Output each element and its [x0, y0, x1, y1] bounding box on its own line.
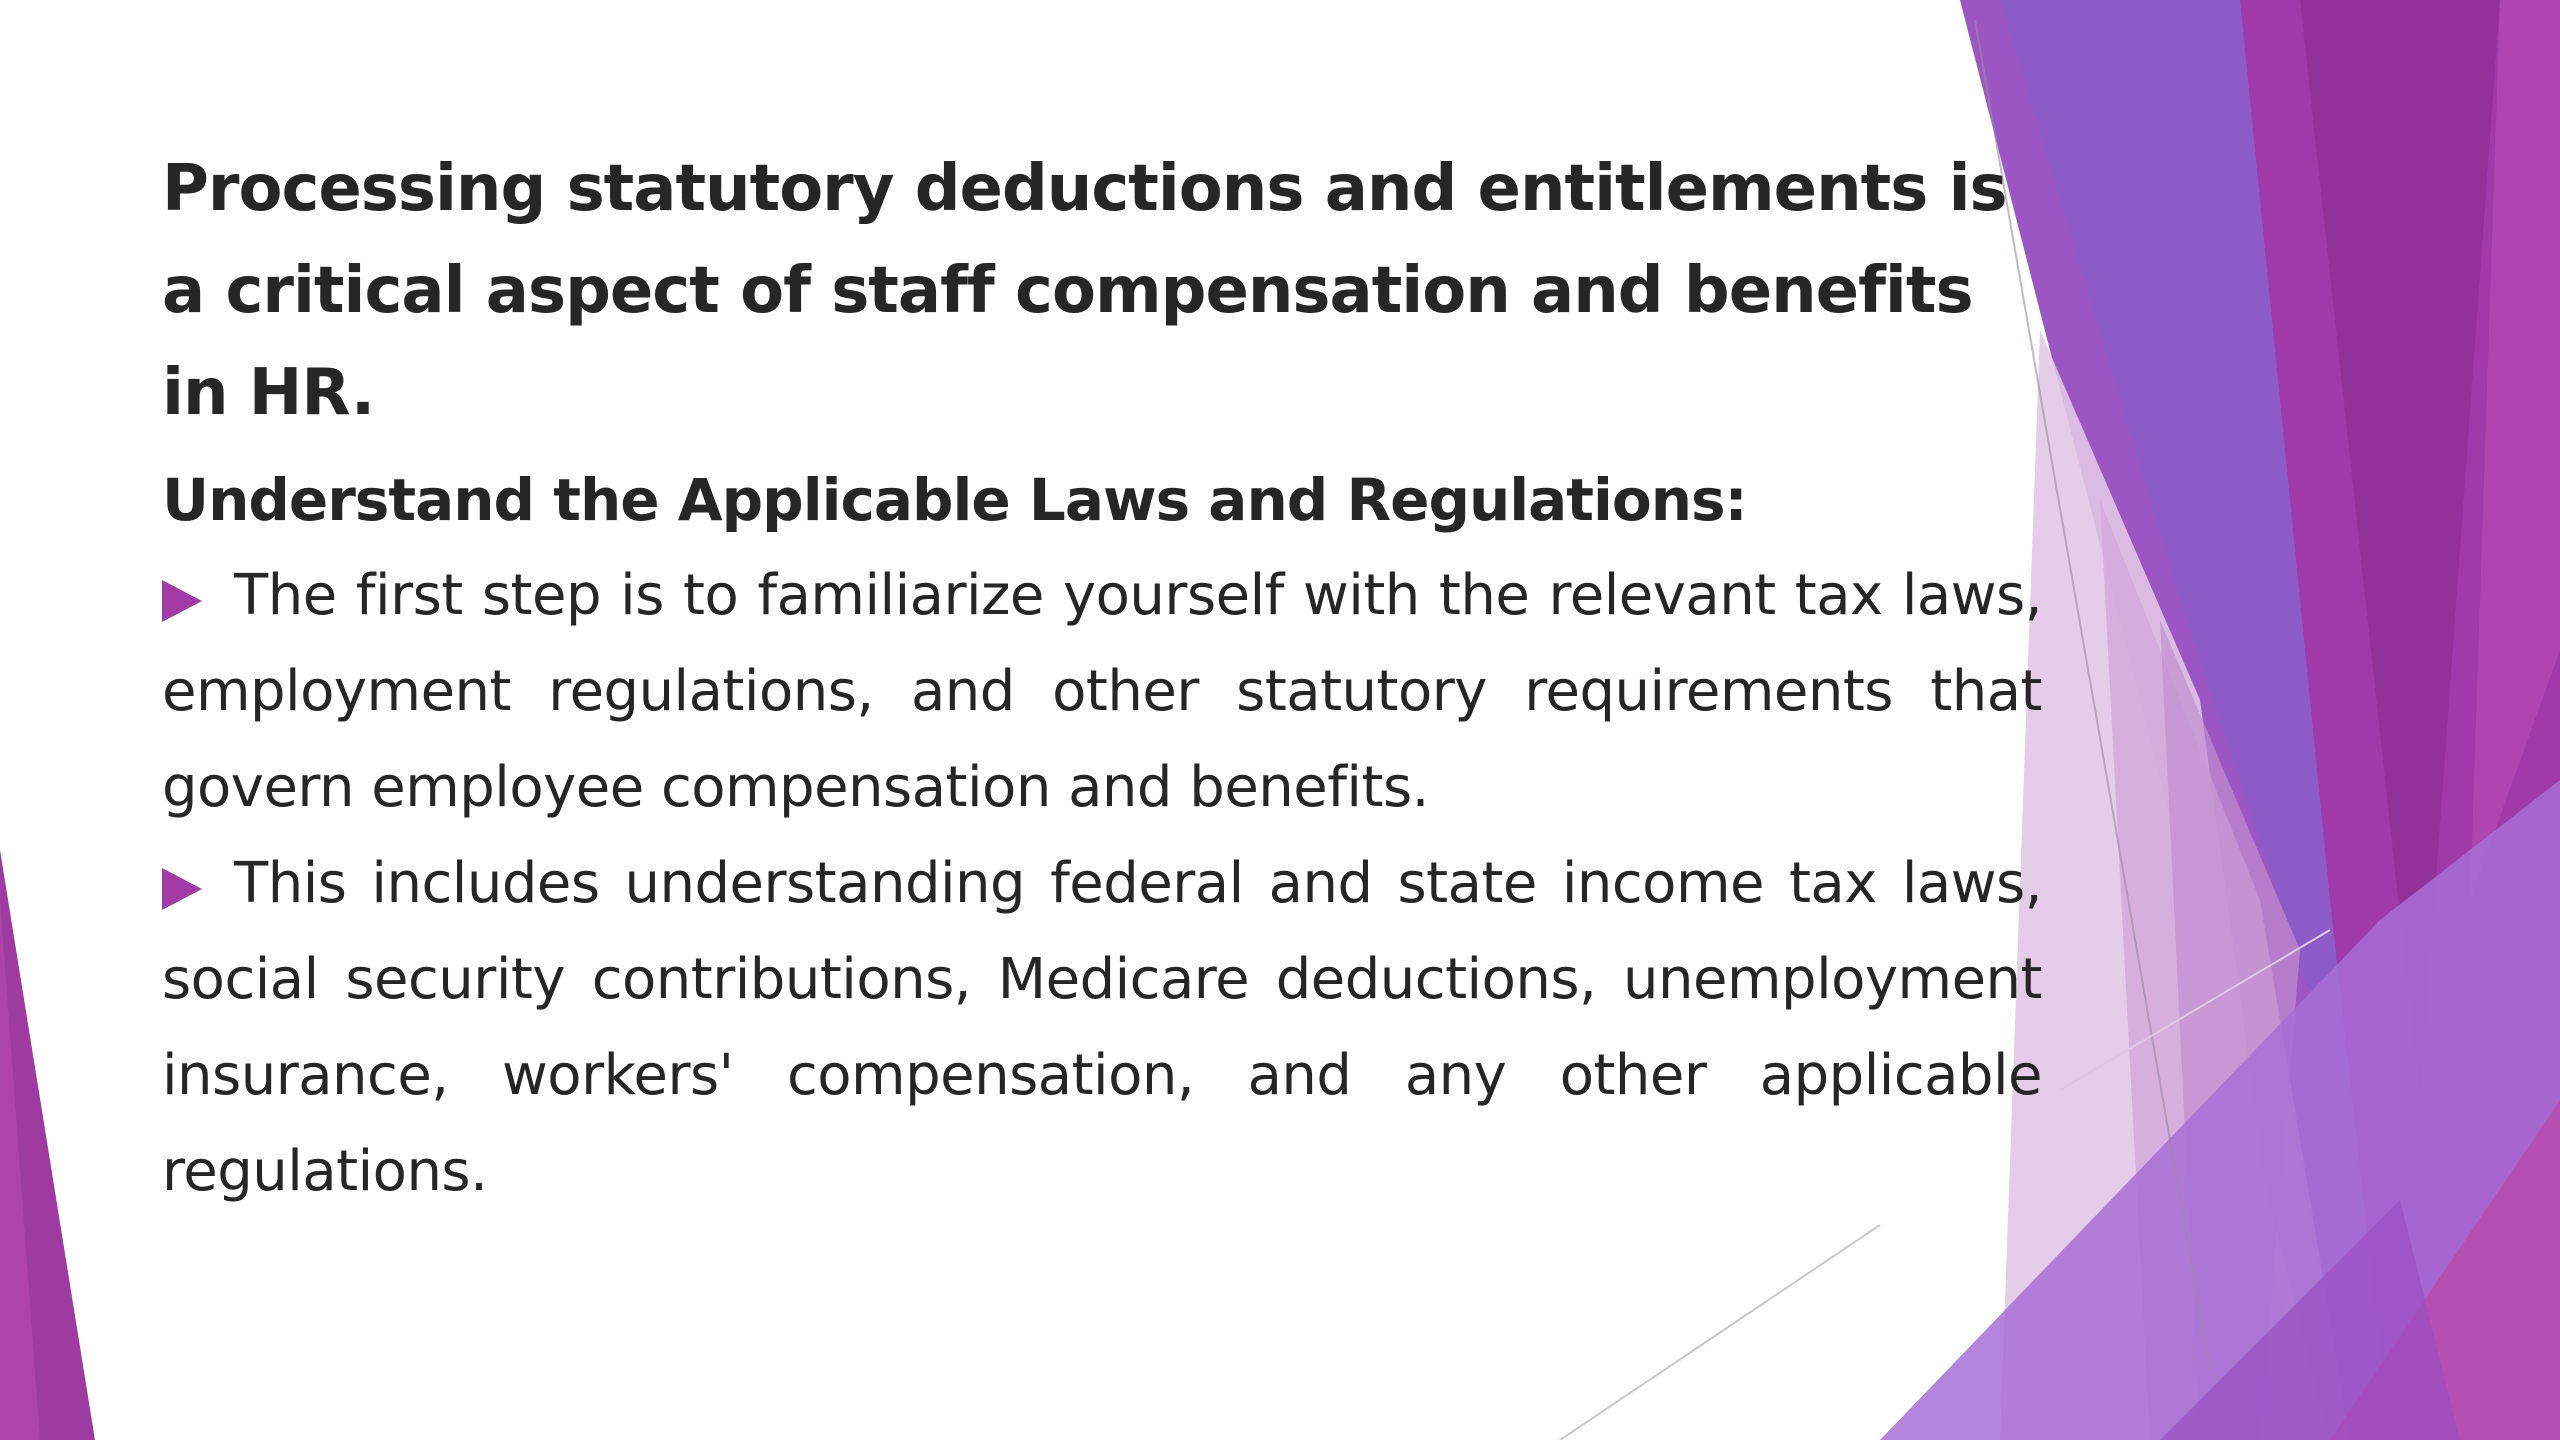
bullet-item — [162, 836, 2042, 1220]
slide-content — [162, 138, 2042, 1220]
bullet-text: The first step is to familiarize yourself with the relevant tax laws, employment regulations, and other statutory requirements that govern employee compensation and benefits. — [162, 563, 2042, 820]
bullet-list — [162, 548, 2042, 1220]
triangle-right-icon — [162, 868, 202, 910]
bullet-text: This includes understanding federal and state income tax laws, social security contributions, Medicare deductions, unemployment insurance, workers' compensation, and any other applicable regulations. — [162, 851, 2042, 1204]
triangle-right-icon — [162, 580, 202, 622]
bullet-item — [162, 548, 2042, 836]
thin-line-2 — [1560, 1225, 1880, 1440]
slide-heading: Processing statutory deductions and entitlements is a critical aspect of staff compensation and benefits in HR. — [162, 152, 2007, 430]
section-subheading: Understand the Applicable Laws and Regulations: — [162, 466, 1747, 534]
